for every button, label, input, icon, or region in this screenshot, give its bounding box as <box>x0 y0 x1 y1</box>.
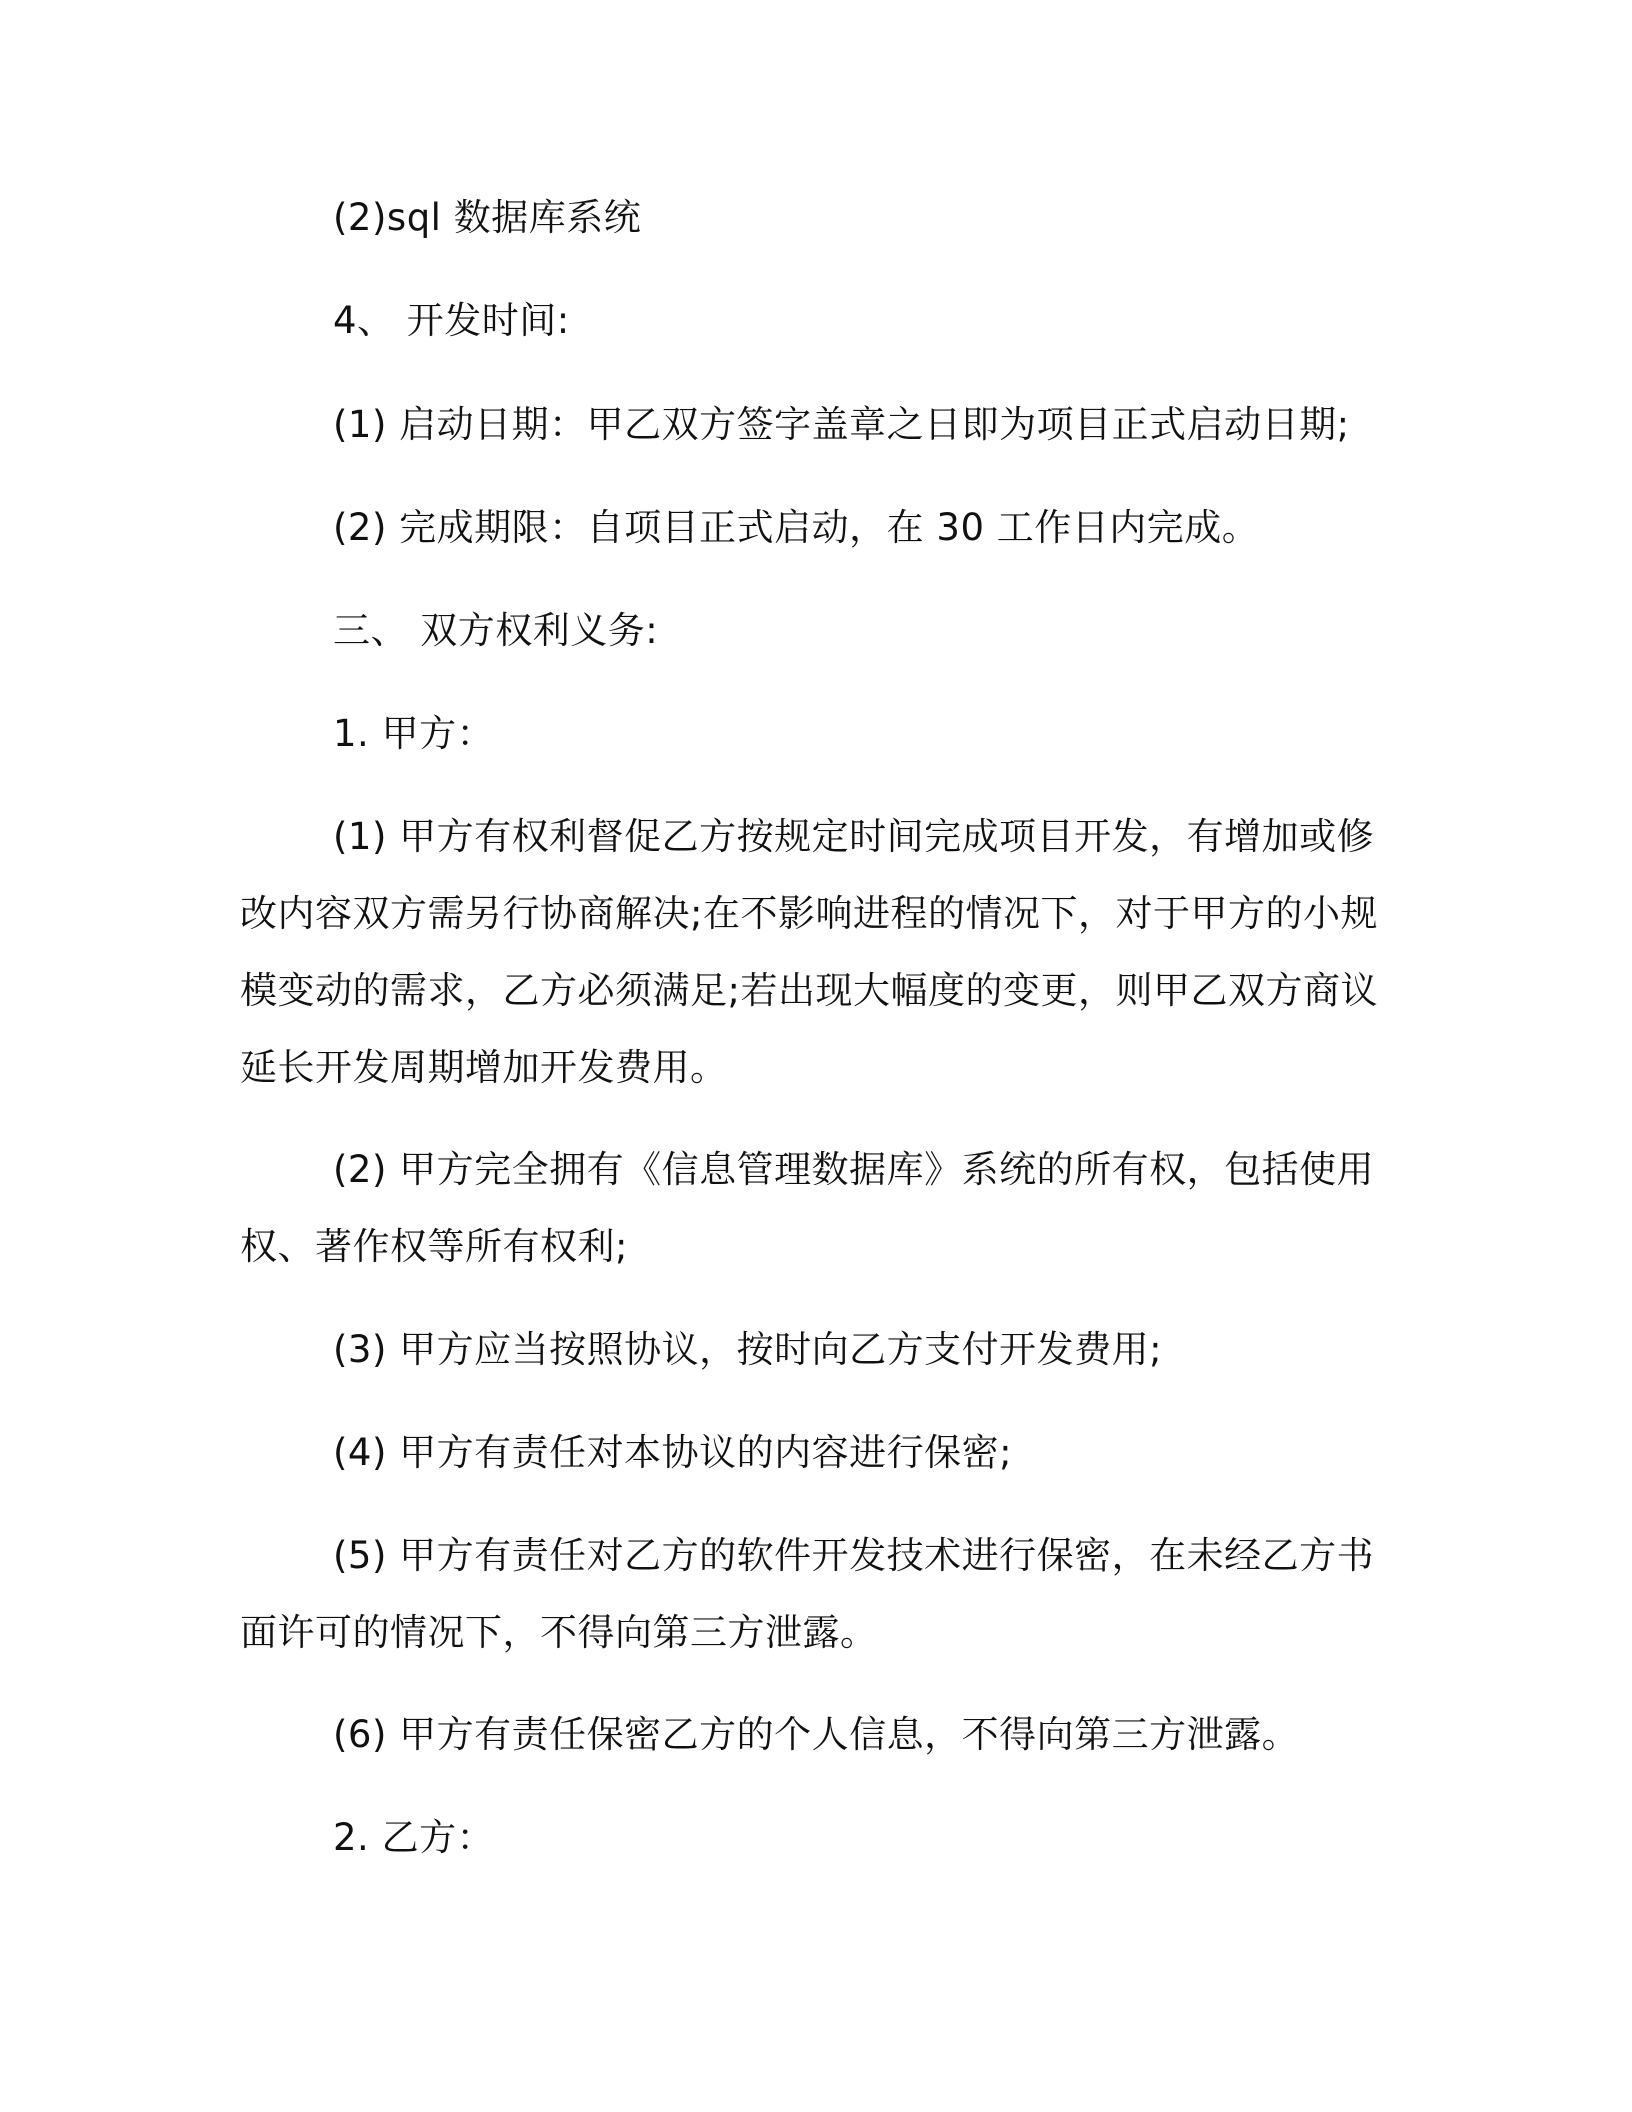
party-a-clause-6: (6) 甲方有责任保密乙方的个人信息，不得向第三方泄露。 <box>333 1713 1300 1756</box>
party-a-clause-1-line-1: (1) 甲方有权利督促乙方按规定时间完成项目开发，有增加或修 <box>333 815 1375 858</box>
item-deadline: (2) 完成期限：自项目正式启动，在 30 工作日内完成。 <box>333 506 1260 549</box>
party-a-clause-5-line-1: (5) 甲方有责任对乙方的软件开发技术进行保密，在未经乙方书 <box>333 1534 1375 1577</box>
item-start-date: (1) 启动日期：甲乙双方签字盖章之日即为项目正式启动日期; <box>333 403 1350 446</box>
party-a-clause-1-line-2: 改内容双方需另行协商解决;在不影响进程的情况下，对于甲方的小规 <box>240 892 1378 935</box>
heading-party-b: 2. 乙方： <box>333 1816 495 1859</box>
heading-party-a: 1. 甲方： <box>333 712 495 755</box>
item-sql-database: (2)sql 数据库系统 <box>333 196 642 239</box>
party-a-clause-1-line-3: 模变动的需求，乙方必须满足;若出现大幅度的变更，则甲乙双方商议 <box>240 969 1378 1012</box>
party-a-clause-4: (4) 甲方有责任对本协议的内容进行保密; <box>333 1431 1013 1474</box>
party-a-clause-2-line-1: (2) 甲方完全拥有《信息管理数据库》系统的所有权，包括使用 <box>333 1148 1375 1191</box>
party-a-clause-3: (3) 甲方应当按照协议，按时向乙方支付开发费用; <box>333 1328 1163 1371</box>
heading-rights-obligations: 三、 双方权利义务: <box>333 609 659 652</box>
party-a-clause-2-line-2: 权、著作权等所有权利; <box>240 1225 628 1268</box>
party-a-clause-1-line-4: 延长开发周期增加开发费用。 <box>240 1046 728 1089</box>
heading-development-time: 4、 开发时间: <box>333 299 570 342</box>
party-a-clause-5-line-2: 面许可的情况下，不得向第三方泄露。 <box>240 1611 878 1654</box>
